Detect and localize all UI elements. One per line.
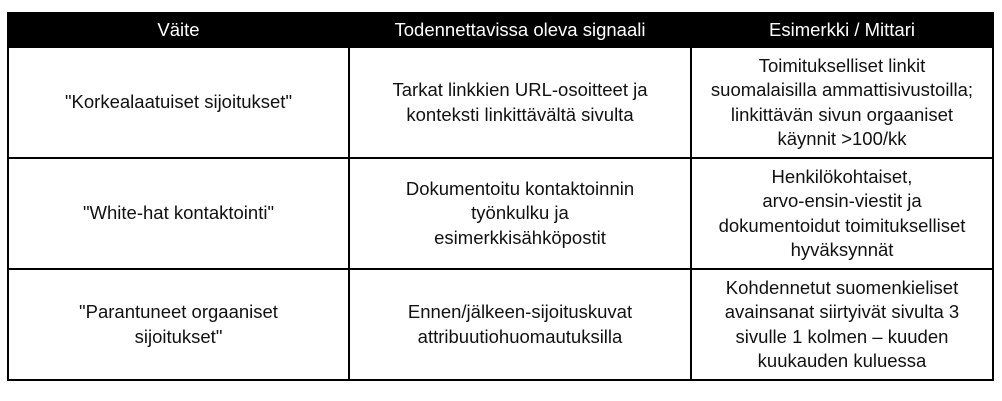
header-signal: Todennettavissa oleva signaali [349, 13, 691, 47]
example-cell: Kohdennetut suomenkieliset avainsanat siirtyivät sivulta 3 sivulle 1 kolmen – kuuden kuukauden kuluessa [691, 269, 993, 380]
claim-cell: "Parantuneet orgaaniset sijoitukset" [8, 269, 349, 380]
header-row [8, 13, 993, 47]
signal-cell: Tarkat linkkien URL-osoitteet ja konteksti linkittävältä sivulta [349, 47, 691, 158]
table-row [8, 158, 993, 269]
header-claim: Väite [8, 13, 349, 47]
example-cell: Toimitukselliset linkit suomalaisilla ammattisivustoilla; linkittävän sivun orgaaniset käynnit >100/kk [691, 47, 993, 158]
header-example: Esimerkki / Mittari [691, 13, 993, 47]
claim-cell: "Korkealaatuiset sijoitukset" [8, 47, 349, 158]
signal-cell: Ennen/jälkeen-sijoituskuvat attribuutiohuomautuksilla [349, 269, 691, 380]
table-row [8, 269, 993, 380]
table-row [8, 47, 993, 158]
signal-cell: Dokumentoitu kontaktoinnin työnkulku ja esimerkkisähköpostit [349, 158, 691, 269]
claim-cell: "White-hat kontaktointi" [8, 158, 349, 269]
claims-table [7, 12, 994, 381]
example-cell: Henkilökohtaiset, arvo-ensin-viestit ja dokumentoidut toimitukselliset hyväksynnät [691, 158, 993, 269]
